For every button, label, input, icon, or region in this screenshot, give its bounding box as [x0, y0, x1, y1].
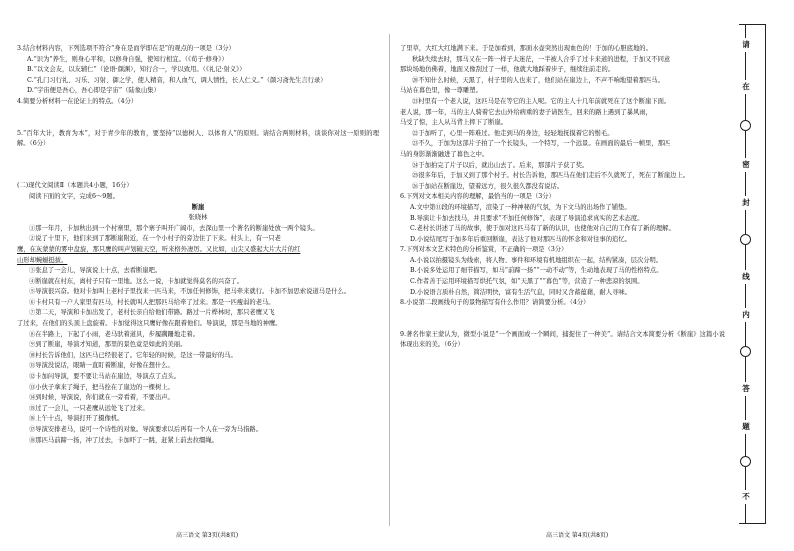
story-paragraph: ㉔于加拍完了片子以后，就出山去了。后来，那部片子获了奖。: [412, 161, 589, 169]
seal-line-char: 在: [739, 80, 753, 94]
question-8: 8.小说第二段画线句子的景物描写有什么作用？请简要分析。（4分）: [400, 299, 590, 307]
option-7a: A.小说以拍摄镜头为线索，将人物、事件和环境有机地组织在一起，结构紧凑，层次分明。: [410, 256, 663, 264]
question-3: 3.结合材料内容，下列选项不符合“身在是而学即在是”的观点的一项是（3分）: [17, 45, 235, 52]
story-paragraph: ⑰导演安排老马，说可一个诗性的对象。导演要求以后再有一个人在一旁为马指路。: [29, 426, 262, 433]
story-paragraph: ⑪导演没说话，眼睛一直盯着断崖，好像在想什么。: [29, 362, 174, 370]
story-title: 断崖: [191, 203, 205, 211]
seal-line-char: 请: [739, 38, 753, 52]
seal-circle-icon: [740, 456, 751, 467]
seal-circle-icon: [740, 346, 751, 357]
question-7: 7.下列对本文艺术特色的分析鉴赏，不正确的一项是（3分）: [400, 246, 568, 254]
story-author: 张晓林: [188, 214, 208, 222]
binding-strip: [736, 24, 756, 524]
story-paragraph: ⑱那匹马前蹄一扬，冲了过去，卡加吓了一跳，赶紧上前去拉缰绳。: [29, 436, 218, 444]
seal-line-char: 不: [739, 490, 753, 504]
option-3a: A.“识为”养生，则身心平和，以修身自强，使知行相宜。（《荀子·修身》）: [27, 55, 228, 63]
story-paragraph: ⑥卡村只有一户人家里有匹马，村长就叫人把那匹马给牵了过来。那是一匹瘦弱的老马。: [29, 298, 275, 306]
story-paragraph: ㉕很多年后，于加又到了那个村子。村长告诉他，那匹马在他们走后不久就死了，死在了断崖边上。: [412, 172, 690, 180]
question-4: 4.简要分析材料一在论证上的特点。（4分）: [17, 97, 138, 105]
story-paragraph: 马受了惊，主人从马背上摔下了断崖。: [400, 119, 508, 127]
question-5: 5.“百年大计，教育为本”，对于青少年的教育，要坚持“以德树人、以体育人”的原则。请结合两则材料，谈谈你对这一原则的理解。（6分）: [17, 129, 379, 148]
left-column: [17, 44, 379, 446]
option-6a: A.文中第⑪段的环境描写，渲染了一种神秘的气氛，为下文马的出场作了铺垫。: [410, 203, 631, 211]
story-paragraph: ⑮过了一会儿，一只老鹰从远处飞了过来。: [29, 404, 149, 412]
story-paragraph: ①那一年月，卡加秋出到一个村寨里，那个寨子叫开广阔市，去深山里一个著名的断崖处放一两个镜头。: [29, 224, 319, 232]
binding-strip-border: [765, 24, 766, 524]
story-paragraph: ⑩村长告诉他们，这匹马已经很老了。它年轻的时候，是这一带最好的马。: [29, 351, 237, 359]
seal-line-char: 密: [739, 158, 753, 172]
question-9: 9.著名作家王蒙认为，微型小说是“一个画面或一个瞬间，捕捉住了一种美”。请结合文本简要分析《断崖》这篇小说体现出来的美。（6分）: [400, 330, 725, 349]
answer-space: [17, 150, 379, 171]
story-paragraph: ③张息了一会儿，导演说上十点，去看断崖吧。: [29, 267, 162, 275]
story-paragraph: 马站在暮色里，像一尊雕塑。: [400, 87, 482, 95]
question-6: 6.下列对文本相关内容的理解，最恰当的一项是（3分）: [400, 193, 555, 201]
option-7b: B.小说多处运用了细节描写，如马“前蹄一扬”“一动不动”等，生动地表现了马的性格特点。: [410, 267, 663, 275]
story-paragraph: ⑯上午十点，导演打开了摄像机。: [29, 415, 124, 423]
story-paragraph: 了里草，大红大红地满下来。于是加看到，那面水壶突然出现血色的！于加的心胆底地的。: [400, 45, 652, 52]
option-6d: D.小说结尾写于加多年后重回断崖，表达了他对那匹马的怀念和对往事的追忆。: [410, 235, 631, 243]
story-paragraph: ⑨到了断崖，导演才知道，那里的景色竟是如此的美丽。: [29, 341, 187, 349]
answer-space: [17, 171, 379, 182]
story-paragraph: 马的身影渐渐融进了暮色之中。: [400, 150, 489, 158]
page-footer-right: 高三语文 第4页(共8页): [546, 532, 609, 539]
option-6b: B.导演让卡加去找马，并且要求“不加任何修饰”，表现了导演追求真实的艺术态度。: [410, 214, 644, 222]
seal-line-char: 题: [739, 420, 753, 434]
story-paragraph: ⑭到时候，导演说，你们就在一旁看着，不要出声。: [29, 394, 174, 402]
seal-circle-icon: [740, 234, 751, 245]
seal-line-char: 线: [739, 270, 753, 284]
seal-line-char: 内: [739, 308, 753, 322]
option-3d: D.“宇宙便是吾心，吾心即是宇宙”（陆象山集）: [27, 87, 160, 95]
seal-line-char: 封: [739, 196, 753, 210]
story-paragraph: ㉓不久，于加为这部片子拍了一个长镜头，一个特写，一个远景。在画面的最后一帧里，那匹: [412, 140, 671, 148]
story-underlined-sentence: 鹰，在灰蒙蒙的雾中盘旋，那只鹰的叫声划破天空，听来格外凄厉。又比如，山尖又盛起大片大片的红: [17, 245, 301, 253]
option-7c: C.作者善于运用环境描写烘托气氛，如“天黑了”“暮色”等，营造了一种悲凉的氛围。: [410, 278, 644, 286]
answer-space: [17, 108, 379, 129]
reading-instruction: 阅读下面的文字，完成6～9题。: [29, 192, 119, 200]
story-paragraph: ④断崖就在村东，离村子只有一里地。这么一说，卡加就觉得莫名的兴奋了。: [29, 277, 244, 285]
answer-space: [400, 309, 725, 330]
option-7d: D.小说语言质朴自然，简洁明快，富有生活气息，同时又含蓄蕴藉，耐人寻味。: [410, 288, 631, 296]
column-divider: [389, 34, 390, 526]
story-paragraph: ⑳不知什么时候，天黑了，村子里的人也来了，他们站在崖边上，不声不响地望着那匹马。: [412, 76, 664, 84]
story-paragraph: 老人说，那一年，马的主人骑着它去山外给病重的妻子请医生，回来的路上遇到了暴风雨，: [400, 108, 652, 116]
option-3b: B.“以文会友，以友辅仁”（论语·颜渊），知行合一，学以致用。（《礼记·射义》）: [27, 66, 246, 74]
story-paragraph: ⑤导演很兴奋。他对卡加叫上老村子里找来一匹马来，不加任何修饰，把马牵来就行。卡加不加思索说道马是什么。: [29, 288, 351, 296]
option-3c: C.“孔门习行礼、习乐、习射、御之学，使人精音，和人血气，调人情性，长人仁义。”（颜习斋先生言行录）: [27, 76, 327, 84]
right-column: [400, 44, 725, 351]
story-paragraph: ㉖于加站在断崖边，望着远方，很久很久都没有说话。: [412, 182, 564, 190]
story-paragraph: ⑧在半路上，下起了小雨，老马驮着道具，步履蹒跚地走着。: [29, 330, 200, 338]
story-paragraph: ⑫卡加问导演，要不要让马站在崖边，导演点了点头。: [29, 373, 181, 381]
page-footer-left: 高三语文 第3页(共8页): [176, 532, 239, 539]
story-paragraph: ㉑村里有一个老人说，这匹马是在等它的主人呢。它的主人十几年前就死在了这个断崖下面。: [412, 97, 671, 105]
story-paragraph: ②说了十里下，他们来到了那断崖附近，在一个小村子的旁边住了下来。村头上，有一只老: [29, 235, 281, 243]
story-paragraph: 那块场地仿佛着，地面又像刮过了一样，他就大地踩着步子，继续往前走的。: [400, 66, 615, 74]
story-paragraph: ⑦第二天，导演和卡加出发了，老村长亲自给他们带路。路过一片桦林时，那只老鹰又飞: [29, 309, 275, 317]
story-paragraph: 了过来，在他们的头顶上盘旋着。卡加觉得这只鹰好像在跟着他们。导演说，那是当地的神鹰。: [17, 320, 282, 328]
section-header: (二)现代文阅读Ⅱ（本题共4小题，16分）: [17, 182, 133, 190]
story-underlined-sentence: 山形却蜿蜒挺拔。: [17, 256, 68, 264]
story-paragraph: ⑬小伙子拿来了绳子，把马拴在了崖边的一棵树上。: [29, 383, 174, 391]
seal-circle-icon: [740, 120, 751, 131]
story-paragraph: ㉒于加听了，心里一阵难过。他走到马的身边，轻轻地抚摸着它的鬃毛。: [412, 129, 614, 137]
seal-line-char: 答: [739, 382, 753, 396]
option-6c: C.老村长讲述了马的故事，使于加对这匹马有了新的认识，也使他对自己的工作有了新的理解。: [410, 225, 675, 233]
story-paragraph: 秋缺失续去时，那马又在一阵一样子太迷茫，一半被人合乎了过卡来道的进程，于加又不同意: [412, 55, 671, 63]
